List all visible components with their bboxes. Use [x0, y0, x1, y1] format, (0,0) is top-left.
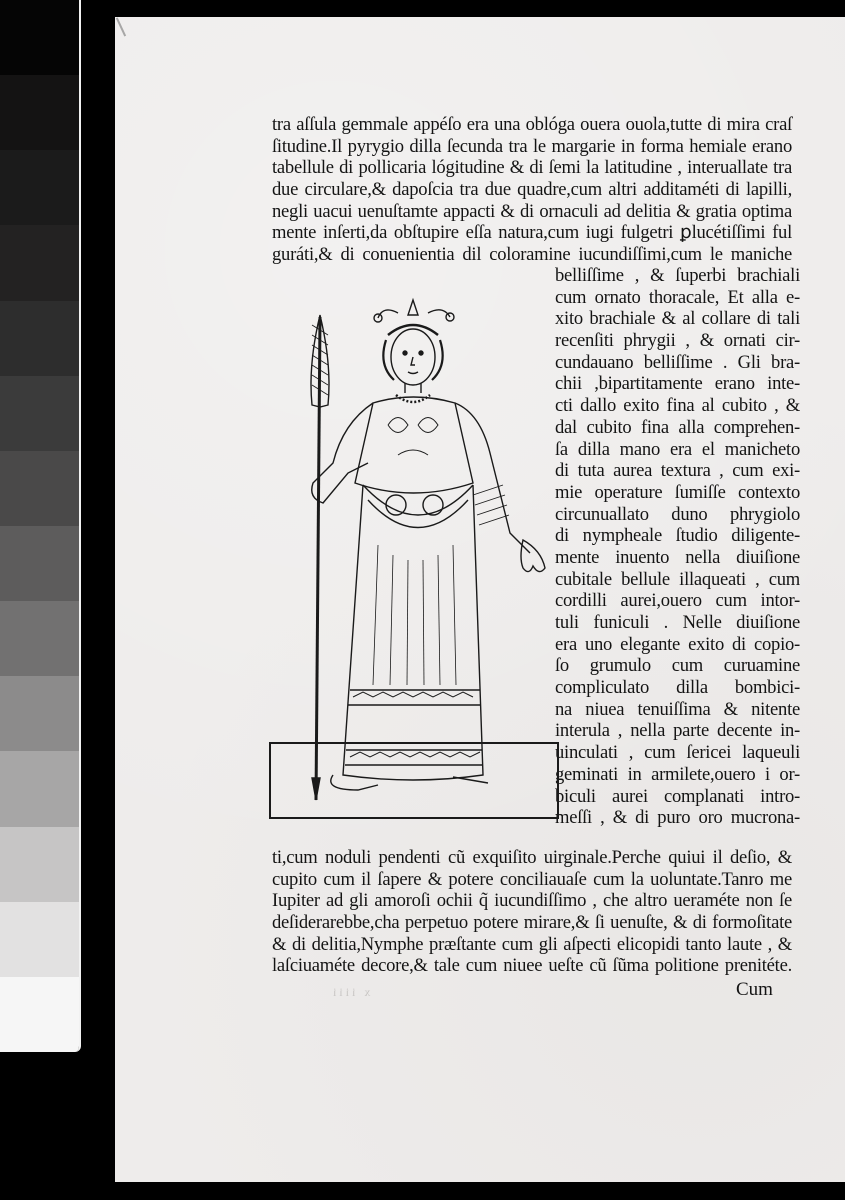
calibration-gray-scale [0, 0, 81, 1052]
text-line: tuli funiculi . Nelle diuiſione [555, 612, 800, 633]
text-line: biculi aurei complanati intro- [555, 785, 800, 807]
text-line: compliculato dilla bombici- [555, 677, 800, 699]
gray-step [0, 676, 79, 751]
gray-step [0, 75, 79, 150]
text-line: recenſiti phrygii , & ornati cir- [555, 330, 800, 352]
text-line: mie operature ſumiſſe contexto [555, 481, 800, 503]
text-line: deſiderarebbe,cha perpetuo potere mirare,& ſi uenuſte, & di formoſitate [272, 912, 792, 934]
text-line: di tuta aurea textura , cum exi- [555, 460, 800, 482]
text-line: di nympheale ſtudio diligente- [555, 525, 800, 547]
gray-step [0, 827, 79, 902]
text-line: era uno elegante exito di copio- [555, 633, 800, 655]
text-line: belliſſime , & ſuperbi brachiali [555, 265, 800, 286]
text-line: cundauano belliſſime . Gli bra- [555, 351, 800, 373]
text-line: tabellule di pollicaria lógitudine & di ſemi la latitudine , interuallate tra [272, 157, 792, 179]
text-line: negli uacui uenuſtamte appacti & di ornaculi ad delitia & gratia optima [272, 200, 792, 222]
text-line: cupito cum il ſapere & potere conciliauaſe cum la uoluntate.Tanro me [272, 868, 792, 890]
text-line: cubitale bellule illaqueati , cum [555, 568, 800, 590]
gray-step [0, 526, 79, 601]
text-line: ſitudine.Il pyrygio dilla ſecunda tra le margarie in forma hemiale erano [272, 135, 792, 157]
necklace [396, 395, 430, 402]
text-line: interula , nella parte decente in- [555, 720, 800, 742]
text-line: cordilli aurei,ouero cum intor- [555, 590, 800, 612]
gray-step [0, 902, 79, 977]
right-hand [521, 540, 545, 572]
text-line: cti dallo exito fina al cubito , & [555, 395, 800, 417]
showthrough-signature: x iiii [330, 985, 371, 999]
gray-step [0, 225, 79, 300]
text-line: guráti,& di conuenientia dil coloramine iucundiſſimi,cum le maniche [272, 244, 792, 266]
text-line: mente inſerti,da obſtupire eſſa natura,cum iugi fulgetri ꝑlucétiſſimi ful [272, 222, 792, 244]
catchword: Cum [736, 979, 773, 1000]
gray-step [0, 451, 79, 526]
text-line: & di delitia,Nymphe præſtante cum gli aſpecti elicopidi tanto laute , & [272, 933, 792, 955]
gray-step [0, 601, 79, 676]
text-line: due circulare,& dapoſcia tra due quadre,cum altri additaméti di lapilli, [272, 179, 792, 201]
text-line: laſciuaméte decore,& tale cum niuee ueſte cũ ſũma politione prenitéte. [272, 955, 792, 977]
text-line: na niuea tenuiſſima & nitente [555, 698, 800, 720]
text-line: Iupiter ad gli amoroſi ochii q̃ iucundiſſimo , che altro ueraméte non ſe [272, 890, 792, 912]
text-line: ſo grumulo cum curuamine [555, 655, 800, 677]
text-line: ti,cum noduli pendenti cũ exquiſito uirginale.Perche quiui il deſio, & [272, 847, 792, 868]
gray-step [0, 150, 79, 225]
text-line: mente inuento nella diuiſione [555, 546, 800, 568]
gown-apron [363, 485, 473, 528]
text-line: geminati in armilete,ouero i or- [555, 763, 800, 785]
right-sleeve [455, 403, 530, 553]
text-line: ſa dilla mano era el manicheto [555, 438, 800, 460]
gray-step [0, 301, 79, 376]
text-line: circunuallato duno phrygiolo [555, 503, 800, 525]
text-line: dal cubito fina alla comprehen- [555, 416, 800, 438]
woodcut-illustration [268, 295, 563, 825]
gray-step [0, 0, 79, 75]
gown-bodice [355, 397, 473, 493]
text-line: uinculati , cum ſericei laqueuli [555, 742, 800, 764]
text-line: tra aſſula gemmale appéſo era una oblóga ouera ouola,tutte di mira craſ [272, 114, 792, 135]
gray-step [0, 977, 79, 1052]
gray-step [0, 751, 79, 826]
text-line: chii ,bipartitamente erano inte- [555, 373, 800, 395]
headdress-icon [378, 300, 450, 318]
full-width-paragraph [272, 114, 792, 266]
gown-skirt [343, 485, 483, 780]
text-line: xito brachiale & al collare di tali [555, 308, 800, 330]
gray-step [0, 376, 79, 451]
side-column-paragraph [555, 265, 800, 829]
text-line: meſſi , & di puro oro mucrona- [555, 807, 800, 829]
left-sleeve [312, 403, 373, 503]
text-line: cum ornato thoracale, Et alla e- [555, 286, 800, 308]
closing-paragraph [272, 847, 792, 977]
